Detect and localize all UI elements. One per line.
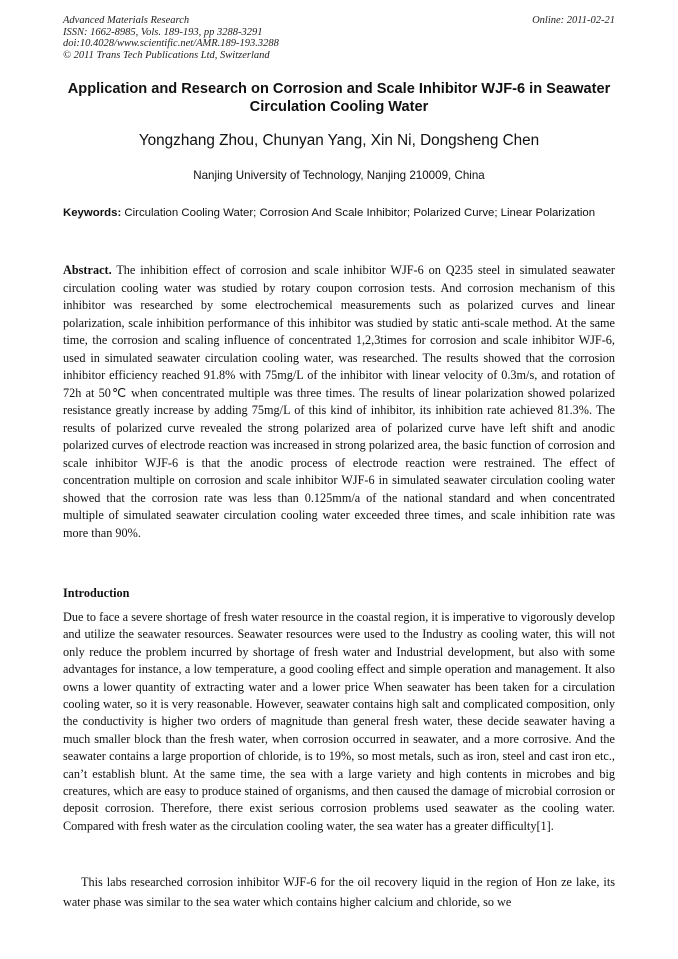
journal-header: [63, 15, 615, 61]
affiliation: Nanjing University of Technology, Nanjing 210009, China: [193, 169, 485, 182]
introduction-paragraph-1: Due to face a severe shortage of fresh water resource in the coastal region, it is imperative to vigorously develop and utilize the seawater resources. Seawater resources were used to the Industry as cooling water, this will not only reduce the problem incurred by shortage of fresh water and Industrial development, but also with some advantages for instance, a low temperature, a good cooling effect and simple operation and management. It also owns a lower quantity of extracting water and a lower price When seawater has been taken for a circulation cooling water, so it is very reasonable. However, seawater contains high salt and complicated composition, only the conductivity is higher two orders of magnitude than general fresh water, these decide seawater having a much smaller block than the fresh water, when corrosion occurred in seawater, and a more corrosive. And the seawater contains a large proportion of chloride, is to 19%, so most metals, such as iron, steel and cast iron etc., can’t establish blunt. At the same time, the sea with a large variety and high contents in microbes and big creatures, which are easy to produce stained of organisms, and then caused the damage of microbial corrosion or deposit corrosion. Therefore, there exist serious corrosion problems used seawater as the cooling water. Compared with fresh water as the circulation cooling water, the sea water has a greater difficulty[1].: [63, 610, 615, 833]
author-list: Yongzhang Zhou, Chunyan Yang, Xin Ni, Dongsheng Chen: [138, 132, 540, 149]
abstract-block: [63, 262, 615, 542]
doi-line: doi:10.4028/www.scientific.net/AMR.189-193.3288: [63, 38, 279, 50]
introduction-heading: Introduction: [63, 586, 130, 600]
abstract-label: Abstract.: [63, 263, 112, 277]
keywords-label: Keywords:: [63, 207, 122, 219]
copyright-line: © 2011 Trans Tech Publications Ltd, Switzerland: [63, 49, 270, 61]
issn-line: ISSN: 1662-8985, Vols. 189-193, pp 3288-3291: [63, 26, 263, 38]
keywords-text: Circulation Cooling Water; Corrosion And Scale Inhibitor; Polarized Curve; Linear Polarization: [124, 207, 596, 219]
paper-title: Application and Research on Corrosion and Scale Inhibitor WJF-6 in Seawater Circulation Cooling Water: [67, 81, 611, 115]
keywords-block: [63, 205, 615, 223]
journal-name: Advanced Materials Research: [63, 15, 190, 26]
introduction-paragraph-2: This labs researched corrosion inhibitor WJF-6 for the oil recovery liquid in the region of Hon ze lake, its water phase was similar to the sea water which contains higher calcium and chloride, so we: [63, 875, 615, 909]
online-date: Online: 2011-02-21: [532, 15, 615, 26]
abstract-text: The inhibition effect of corrosion and scale inhibitor WJF-6 on Q235 steel in simulated seawater circulation cooling water was studied by rotary coupon corrosion tests. And corrosion mechanism of this inhibitor was researched by some electrochemical measurements such as polarized curves and linear polarization, scale inhibition performance of this inhibitor was studied by static anti-scale method. At the same time, the corrosion and scaling influence of concentrated 1,2,3times for corrosion and scale inhibitor WJF-6, used in simulated seawater circulation cooling water, was researched. The results showed that the corrosion inhibitor efficiency reached 91.8% with 75mg/L of the inhibitor with linear velocity of 0.3m/s, and rotation of 72h at 50℃ when concentrated multiple was three times. The results of linear polarization showed polarized resistance greatly increase by adding 75mg/L of this kind of inhibitor, its inhibition rate achieved 81.3%. The results of polarized curve revealed the strong polarized area of polarized curve have left shift and anodic polarized curves of electrode reaction was increased in strong polarized area, the basic function of corrosion and scale inhibitor WJF-6 is that the anodic process of electrode reaction were restrained. The effect of concentration multiple on corrosion and scale inhibitor WJF-6 in simulated seawater circulation cooling water showed that the corrosion rate was less than 0.125mm/a of the national standard and when concentrated multiple of simulated seawater circulation cooling water exceeded three times, and scale inhibition rate was more than 90%.: [63, 263, 615, 540]
